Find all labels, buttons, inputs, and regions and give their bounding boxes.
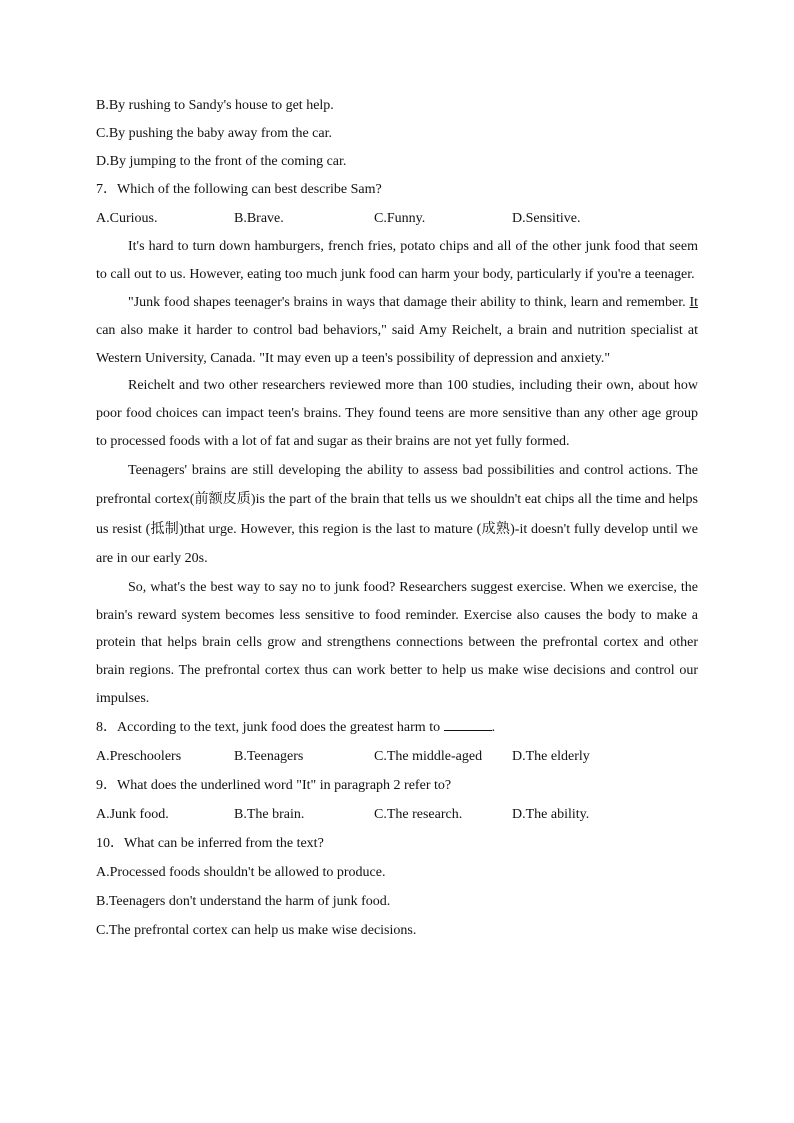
q6-option-c: C.By pushing the baby away from the car. — [96, 125, 333, 141]
q6-option-b: B.By rushing to Sandy's house to get help. — [96, 98, 334, 113]
q7-option-b: B.Brave. — [234, 211, 284, 227]
q8-stem — [96, 713, 698, 742]
q7-option-d: D.Sensitive. — [512, 211, 581, 227]
q7-options — [96, 204, 698, 233]
p2-underlined-word: It — [689, 294, 698, 310]
q9-option-b: B.The brain. — [234, 806, 305, 822]
q7-option-a: A.Curious. — [96, 211, 158, 227]
q10-option-b: B.Teenagers don't understand the harm of junk food. — [96, 893, 391, 909]
q8-option-c: C.The middle-aged — [374, 748, 483, 764]
q8-options — [96, 742, 698, 771]
q9-option-d: D.The ability. — [512, 806, 590, 822]
q10-option-a: A.Processed foods shouldn't be allowed to produce. — [96, 864, 386, 880]
q6-option-d: D.By jumping to the front of the coming car. — [96, 153, 347, 169]
q8-stem-text: 8．According to the text, junk food does the greatest harm to — [96, 719, 441, 735]
q7-stem: 7．Which of the following can best describe Sam? — [96, 182, 382, 198]
passage-paragraph-5: So, what's the best way to say no to junk food? Researchers suggest exercise. When we exercise, the brain's reward system becomes less sensitive to food reminder. Exercise also causes the body to make a protein that helps brain cells grow and strengthens connections between the prefrontal cortex and other brain regions. The prefrontal cortex thus can work better to help us make wise decisions and control our impulses. — [96, 579, 698, 706]
q9-option-c: C.The research. — [374, 806, 463, 822]
p2-text-before: "Junk food shapes teenager's brains in ways that damage their ability to think, learn and remember. — [128, 294, 690, 310]
q7-option-c: C.Funny. — [374, 211, 426, 227]
q9-option-a: A.Junk food. — [96, 806, 169, 822]
passage-paragraph-3: Reichelt and two other researchers reviewed more than 100 studies, including their own, about how poor food choices can impact teen's brains. They found teens are more sensitive than any other age group to processed foods with a lot of fat and sugar as their brains are not yet fully formed. — [96, 378, 698, 449]
passage-paragraph-4: Teenagers' brains are still developing the ability to assess bad possibilities and control actions. The prefrontal cortex(前额皮质)is the part of the brain that tells us we shouldn't eat chips all the time and helps us resist (抵制)that urge. However, this region is the last to mature (成熟)-it doesn't fully develop until we are in our early 20s. — [96, 462, 698, 567]
q8-option-a: A.Preschoolers — [96, 748, 182, 764]
passage-paragraph-1: It's hard to turn down hamburgers, french fries, potato chips and all of the other junk food that seem to call out to us. However, eating too much junk food can harm your body, particularly if you're a teenager. — [96, 239, 698, 283]
q8-answer-blank — [444, 716, 492, 731]
document-page — [96, 92, 698, 945]
passage-paragraph-2 — [96, 289, 698, 372]
q10-stem: 10．What can be inferred from the text? — [96, 835, 324, 851]
q9-stem: 9．What does the underlined word "It" in paragraph 2 refer to? — [96, 777, 452, 793]
p2-text-after: can also make it harder to control bad behaviors," said Amy Reichelt, a brain and nutrition specialist at Western University, Canada. "It may even up a teen's possibility of depression and anxiety." — [96, 322, 698, 366]
q8-stem-end: . — [491, 719, 496, 735]
q10-option-c: C.The prefrontal cortex can help us make wise decisions. — [96, 922, 417, 938]
q8-option-d: D.The elderly — [512, 748, 590, 764]
q9-options — [96, 800, 698, 829]
q8-option-b: B.Teenagers — [234, 748, 304, 764]
